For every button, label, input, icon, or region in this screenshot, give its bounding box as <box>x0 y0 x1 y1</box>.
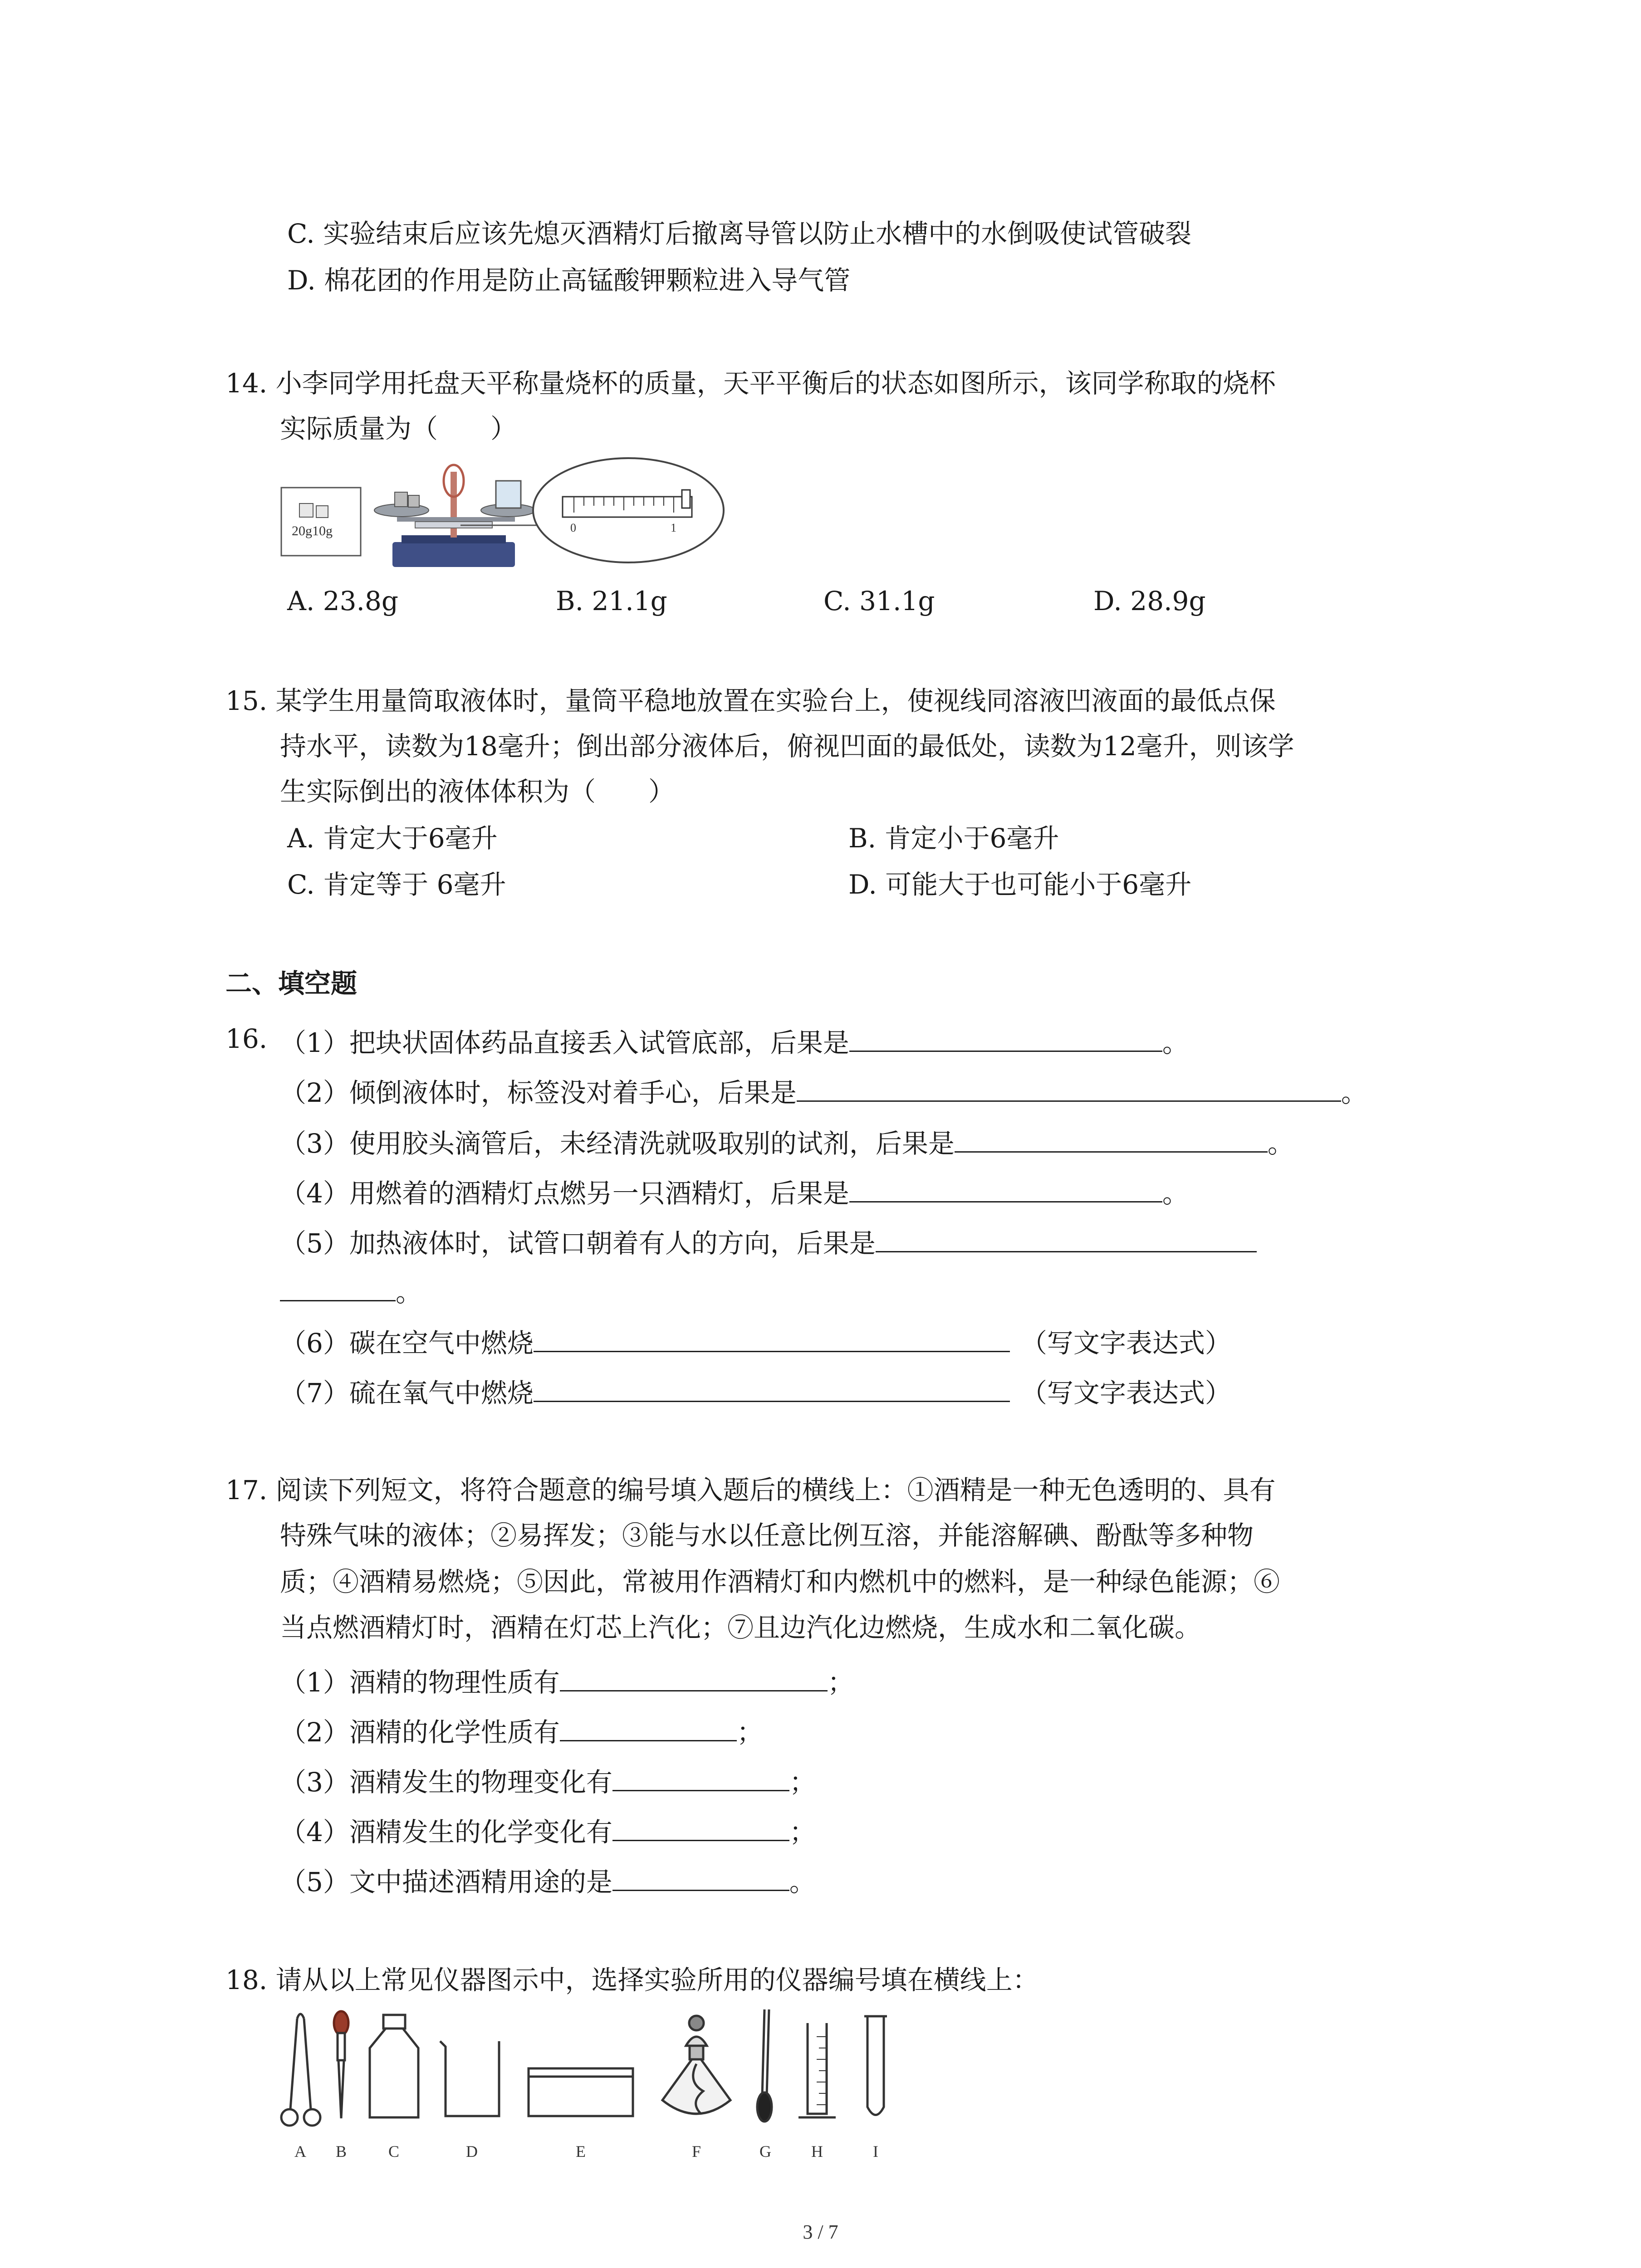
crucible-tongs-icon <box>281 2014 320 2126</box>
label-f: F <box>691 2142 701 2160</box>
q15-stem-line3: 生实际倒出的液体体积为（ ） <box>280 776 675 807</box>
q16-item-2: （2）倾倒液体时，标签没对着手心，后果是 。 <box>280 1070 1367 1111</box>
q16-blank-2[interactable] <box>797 1070 1341 1102</box>
alcohol-lamp-icon <box>662 2016 730 2114</box>
q15-option-d: D. 可能大于也可能小于6毫升 <box>848 869 1192 900</box>
q17-blank-3[interactable] <box>612 1760 789 1791</box>
q14-option-d: D. 28.9g <box>1093 586 1206 616</box>
q16-blank-1[interactable] <box>849 1021 1162 1052</box>
q15-option-b: B. 肯定小于6毫升 <box>848 823 1059 854</box>
q17-stem-line1: 17. 阅读下列短文，将符合题意的编号填入题后的横线上：①酒精是一种无色透明的、具有 <box>225 1475 1276 1505</box>
q13-option-c: C. 实验结束后应该先熄灭酒精灯后撤离导管以防止水槽中的水倒吸使试管破裂 <box>287 218 1192 249</box>
label-c: C <box>388 2142 400 2160</box>
beam-scale <box>563 497 692 517</box>
q17-item-5: （5）文中描述酒精用途的是 。 <box>280 1860 816 1900</box>
q16-item-5: （5）加热液体时，试管口朝着有人的方向，后果是 <box>280 1221 1257 1261</box>
label-g: G <box>759 2142 771 2160</box>
label-b: B <box>335 2142 347 2160</box>
label-d: D <box>466 2142 478 2160</box>
q16-item-5-cont: 。 <box>280 1270 422 1310</box>
q16-blank-6[interactable] <box>534 1321 1010 1352</box>
q16-number: 16. <box>225 1023 268 1054</box>
weights-box <box>281 488 361 556</box>
q17-item-3: （3）酒精发生的物理变化有 ； <box>280 1760 816 1800</box>
dropper-icon <box>334 2011 348 2118</box>
q16-item-3: （3）使用胶头滴管后，未经清洗就吸取别的试剂，后果是 。 <box>280 1121 1294 1162</box>
q15-option-c: C. 肯定等于 6毫升 <box>287 869 506 900</box>
beaker-icon <box>440 2041 499 2116</box>
q16-blank-3[interactable] <box>955 1121 1268 1153</box>
q15-stem-line2: 持水平，读数为18毫升；倒出部分液体后，俯视凹面的最低处，读数为12毫升，则该学 <box>280 731 1294 762</box>
q13-option-d: D. 棉花团的作用是防止高锰酸钾颗粒进入导气管 <box>287 265 851 296</box>
q14-stem-line2: 实际质量为（ ） <box>280 413 517 444</box>
q16-item-6: （6）碳在空气中燃烧 （写文字表达式） <box>280 1321 1231 1361</box>
q15-option-a: A. 肯定大于6毫升 <box>287 823 498 854</box>
q17-stem-line4: 当点燃酒精灯时，酒精在灯芯上汽化；⑦且边汽化边燃烧，生成水和二氧化碳。 <box>280 1612 1201 1643</box>
q17-blank-1[interactable] <box>560 1660 828 1691</box>
q16-item-4: （4）用燃着的酒精灯点燃另一只酒精灯，后果是 。 <box>280 1171 1189 1212</box>
q17-blank-2[interactable] <box>560 1710 737 1741</box>
q16-blank-4[interactable] <box>849 1171 1162 1202</box>
q17-blank-4[interactable] <box>612 1810 789 1841</box>
q16-blank-5b[interactable] <box>280 1270 396 1301</box>
section-title: 二、填空题 <box>225 968 358 999</box>
label-i: I <box>873 2142 878 2160</box>
balance-figure <box>279 454 760 585</box>
scale-tick-0: 0 <box>570 521 576 534</box>
label-e: E <box>576 2142 586 2160</box>
q14-stem-line1: 14. 小李同学用托盘天平称量烧杯的质量，天平平衡后的状态如图所示，该同学称取的烧杯 <box>225 368 1276 399</box>
q17-item-4: （4）酒精发生的化学变化有 ； <box>280 1810 816 1850</box>
weight-20g-icon <box>299 503 313 517</box>
balance-base <box>392 542 515 567</box>
reagent-bottle-icon <box>370 2015 418 2117</box>
medicine-spoon-icon <box>757 2009 772 2121</box>
q16-blank-5a[interactable] <box>876 1221 1257 1252</box>
q16-item-7: （7）硫在氧气中燃烧 （写文字表达式） <box>280 1371 1231 1411</box>
rider-icon <box>682 490 690 508</box>
test-tube-icon <box>864 2016 887 2115</box>
beaker-icon <box>496 481 521 508</box>
q18-stem-line1: 18. 请从以上常见仪器图示中，选择实验所用的仪器编号填在横线上： <box>225 1965 1039 1995</box>
weight-10g-icon <box>316 506 328 518</box>
graduated-cylinder-icon <box>798 2023 836 2117</box>
q17-item-2: （2）酒精的化学性质有 ； <box>280 1710 763 1750</box>
page-number: 3 / 7 <box>803 2221 838 2243</box>
label-h: H <box>811 2142 823 2160</box>
q14-option-a: A. 23.8g <box>287 586 399 616</box>
q16-item-1: （1）把块状固体药品直接丢入试管底部，后果是 。 <box>280 1021 1189 1061</box>
weights-label: 20g10g <box>292 523 333 538</box>
q17-blank-5[interactable] <box>612 1860 789 1891</box>
q17-stem-line3: 质；④酒精易燃烧；⑤因此，常被用作酒精灯和内燃机中的燃料，是一种绿色能源；⑥ <box>280 1566 1280 1597</box>
q17-item-1: （1）酒精的物理性质有 ； <box>280 1660 854 1701</box>
q15-stem-line1: 15. 某学生用量筒取液体时，量筒平稳地放置在实验台上，使视线同溶液凹液面的最低点保 <box>225 685 1276 716</box>
instruments-figure <box>272 2005 980 2177</box>
q14-option-c: C. 31.1g <box>823 586 935 616</box>
q17-stem-line2: 特殊气味的液体；②易挥发；③能与水以任意比例互溶，并能溶解碘、酚酞等多种物 <box>280 1520 1254 1551</box>
scale-tick-1: 1 <box>671 521 676 534</box>
q16-blank-7[interactable] <box>534 1371 1010 1402</box>
water-trough-icon <box>529 2068 633 2116</box>
q14-option-b: B. 21.1g <box>556 586 667 616</box>
label-a: A <box>294 2142 306 2160</box>
